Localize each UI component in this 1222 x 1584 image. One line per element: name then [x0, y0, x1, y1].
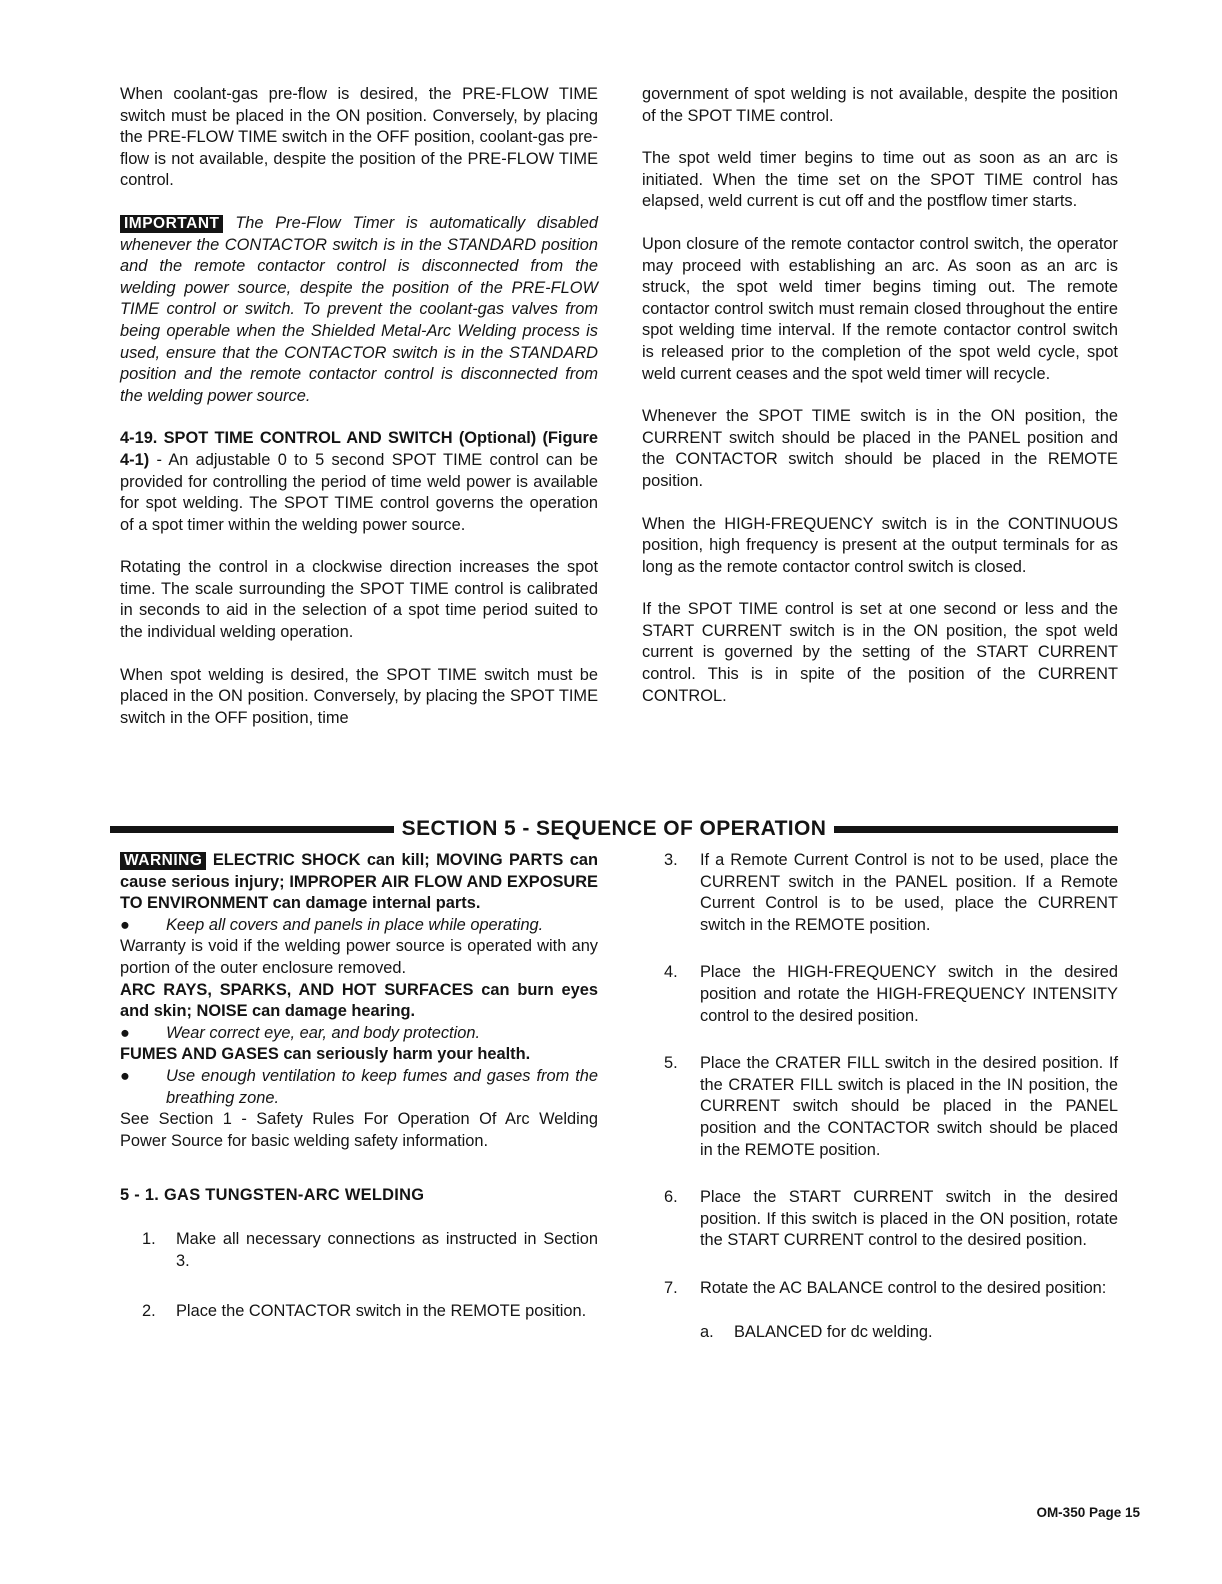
- page-footer: OM-350 Page 15: [1036, 1505, 1140, 1520]
- step-2: 2. Place the CONTACTOR switch in the REMOTE position.: [142, 1301, 587, 1320]
- bullet-protection: ● Wear correct eye, ear, and body protection.: [120, 1023, 598, 1045]
- government-paragraph: government of spot welding is not available, despite the position of the SPOT TIME control.: [642, 85, 1118, 125]
- important-badge: IMPORTANT: [120, 215, 223, 233]
- bullet-dot-icon: ●: [120, 1066, 130, 1085]
- section-4-19-text: - An adjustable 0 to 5 second SPOT TIME control can be provided for controlling the period of time weld power is available for spot welding. The SPOT TIME control governs the operation of a spot timer within the welding power source.: [120, 450, 598, 534]
- left-column-top: [120, 84, 598, 729]
- spot-weld-timer-paragraph: The spot weld timer begins to time out as soon as an arc is initiated. When the time set on the SPOT TIME control has elapsed, weld current is cut off and the postflow timer starts.: [642, 149, 1118, 211]
- step-7a: a. BALANCED for dc welding.: [700, 1322, 933, 1341]
- spot-time-on-paragraph: Whenever the SPOT TIME switch is in the ON position, the CURRENT switch should be placed in the PANEL position and the CONTACTOR switch should be placed in the REMOTE position.: [642, 407, 1118, 490]
- step-4: 4. Place the HIGH-FREQUENCY switch in the desired position and rotate the HIGH-FREQUENCY INTENSITY control to the desired position.: [664, 963, 1118, 1025]
- important-note: [120, 213, 598, 407]
- section-5-header: [110, 815, 1118, 843]
- warning-block: [120, 850, 598, 915]
- arc-rays-heading: ARC RAYS, SPARKS, AND HOT SURFACES can burn eyes and skin; NOISE can damage hearing.: [120, 980, 598, 1021]
- bullet-dot-icon: ●: [120, 1023, 130, 1042]
- warning-heading: ELECTRIC SHOCK can kill; MOVING PARTS can cause serious injury; IMPROPER AIR FLOW AND EXPOSURE TO ENVIRONMENT can damage internal parts.: [120, 851, 598, 913]
- section-rule-left: [110, 826, 394, 833]
- left-column-bottom: [120, 850, 598, 1322]
- step-5: 5. Place the CRATER FILL switch in the desired position. If the CRATER FILL switch is placed in the IN position, the CURRENT switch should be placed in the PANEL position and the CONTACTOR switch should be placed in the REMOTE position.: [664, 1054, 1118, 1159]
- step-3: 3. If a Remote Current Control is not to be used, place the CURRENT switch in the PANEL position. If a Remote Current Control is to be used, place the CURRENT switch in the REMOTE position.: [664, 851, 1118, 934]
- rotating-control-paragraph: Rotating the control in a clockwise direction increases the spot time. The scale surrounding the SPOT TIME control is calibrated in seconds to aid in the selection of a spot time period suited to the individual welding operation.: [120, 558, 598, 642]
- bullet-dot-icon: ●: [120, 915, 130, 934]
- step-7: 7. Rotate the AC BALANCE control to the desired position:: [664, 1278, 1107, 1297]
- remote-contactor-paragraph: Upon closure of the remote contactor control switch, the operator may proceed with establishing an arc. As soon as an arc is struck, the spot weld timer begins timing out. The remote contactor control switch must remain closed throughout the entire spot welding time interval. If the remote contactor control switch is released prior to the completion of the spot weld cycle, spot weld current ceases and the spot weld timer will recycle.: [642, 234, 1118, 383]
- see-section-paragraph: See Section 1 - Safety Rules For Operation Of Arc Welding Power Source for basic welding safety information.: [120, 1110, 598, 1150]
- preflow-paragraph: When coolant-gas pre-flow is desired, the PRE-FLOW TIME switch must be placed in the ON position. Conversely, by placing the PRE-FLOW TIME switch in the OFF position, coolant-gas pre-flow is not available, despite the position of the PRE-FLOW TIME control.: [120, 85, 598, 190]
- fumes-heading: FUMES AND GASES can seriously harm your health.: [120, 1045, 531, 1064]
- section-4-19-heading: 4-19. SPOT TIME CONTROL AND SWITCH (Optional) (Figure 4-1): [120, 429, 598, 469]
- bullet-covers: ● Keep all covers and panels in place while operating.: [120, 915, 598, 937]
- step-6: 6. Place the START CURRENT switch in the desired position. If this switch is placed in the ON position, rotate the START CURRENT control to the desired position.: [664, 1188, 1118, 1250]
- spot-time-section: [120, 428, 598, 536]
- warning-badge: WARNING: [120, 852, 206, 870]
- section-rule-right: [834, 826, 1118, 833]
- right-column-bottom: [642, 850, 1118, 1343]
- left-steps-list: [120, 1229, 598, 1322]
- warranty-paragraph: Warranty is void if the welding power source is operated with any portion of the outer enclosure removed.: [120, 937, 598, 977]
- section-5-title: SECTION 5 - SEQUENCE OF OPERATION: [401, 817, 827, 840]
- right-column-top: [642, 84, 1118, 707]
- spot-welding-desired-paragraph: When spot welding is desired, the SPOT TIME switch must be placed in the ON position. Conversely, by placing the SPOT TIME switch in the OFF position, time: [120, 665, 598, 727]
- section-5-1-heading: 5 - 1. GAS TUNGSTEN-ARC WELDING: [120, 1186, 425, 1205]
- bullet-ventilation: ● Use enough ventilation to keep fumes and gases from the breathing zone.: [120, 1066, 598, 1109]
- important-text: The Pre-Flow Timer is automatically disabled whenever the CONTACTOR switch is in the STANDARD position and the remote contactor control is disconnected from the welding power source, despite the position of the PRE-FLOW TIME control or switch. To prevent the coolant-gas valves from being operable when the Shielded Metal-Arc Welding process is used, ensure that the CONTACTOR switch is in the STANDARD position and the remote contactor control is disconnected from the welding power source.: [120, 213, 598, 405]
- start-current-paragraph: If the SPOT TIME control is set at one second or less and the START CURRENT switch is in the ON position, the spot weld current is governed by the setting of the START CURRENT control. This is in spite of the position of the CURRENT CONTROL.: [642, 600, 1118, 705]
- high-frequency-paragraph: When the HIGH-FREQUENCY switch is in the CONTINUOUS position, high frequency is present at the output terminals for as long as the remote contactor control switch is closed.: [642, 514, 1118, 576]
- step-1: 1. Make all necessary connections as instructed in Section 3.: [142, 1230, 598, 1270]
